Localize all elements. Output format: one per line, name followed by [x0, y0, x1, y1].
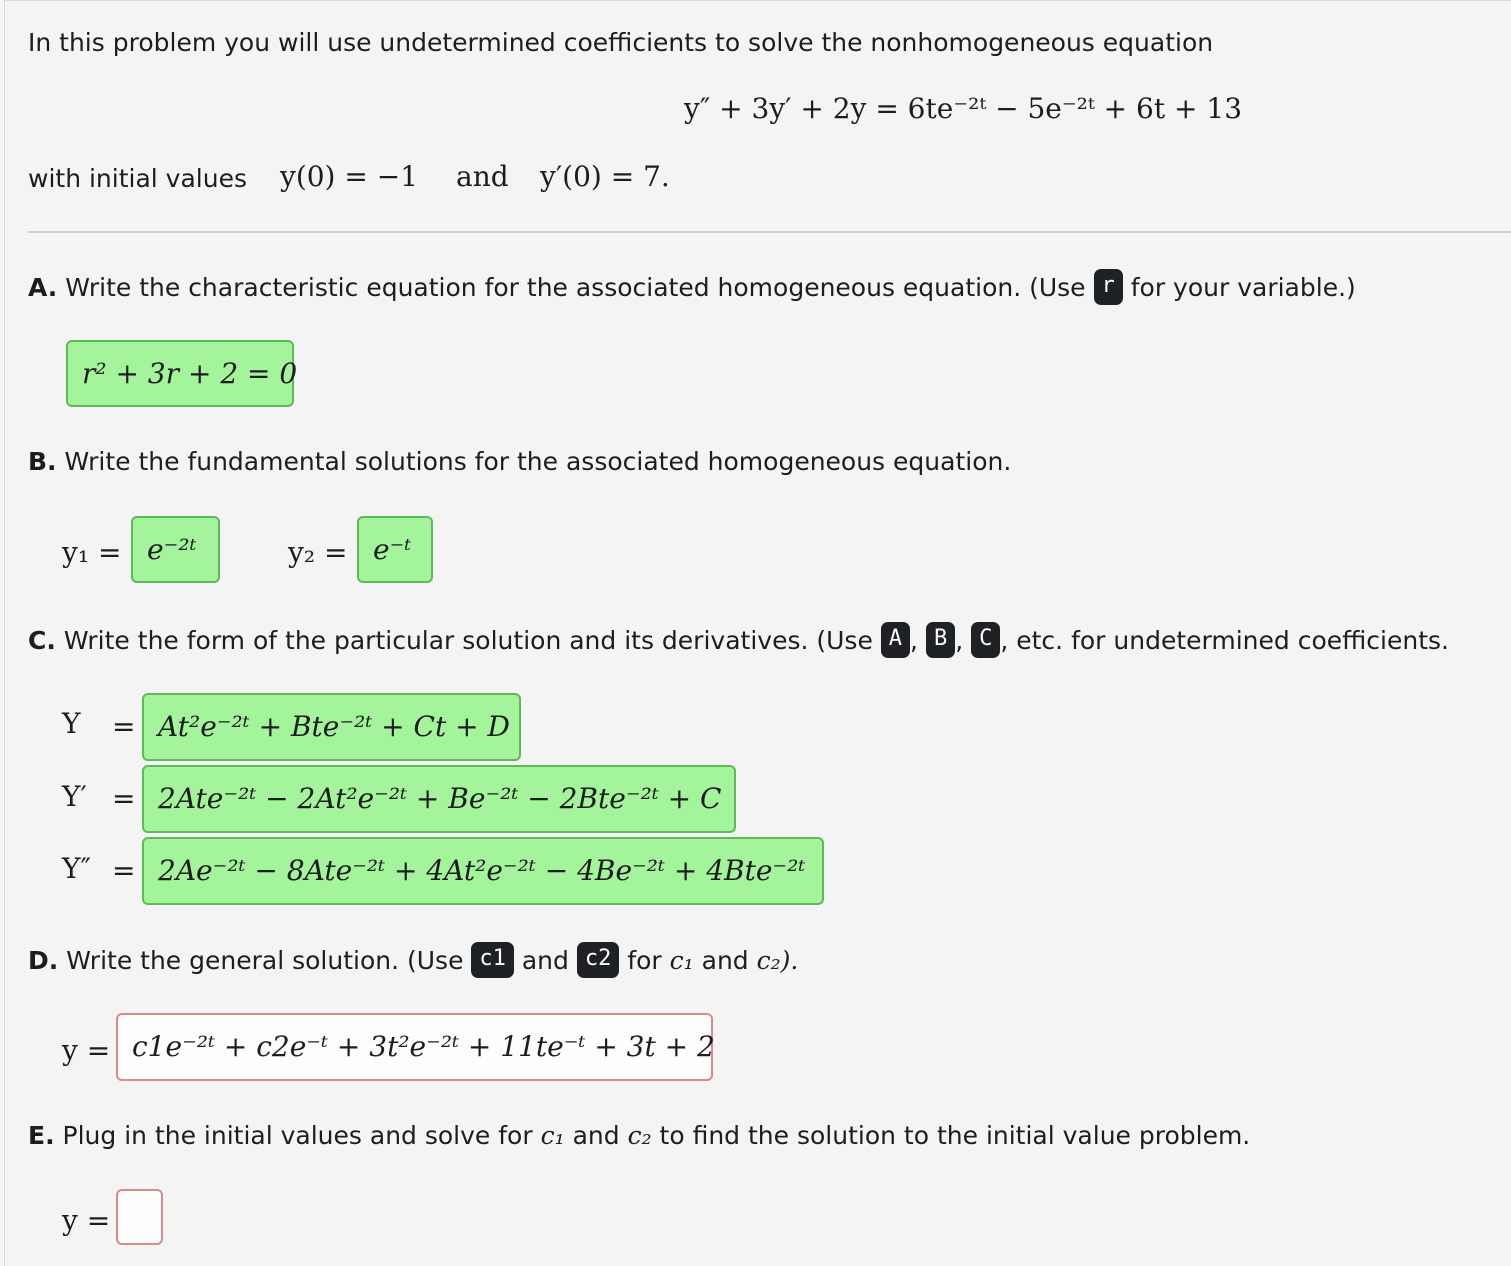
- ivp-y-label: y =: [62, 1204, 111, 1237]
- part-b-letter: B.: [28, 447, 57, 476]
- divider: [28, 231, 1511, 233]
- intro-text: In this problem you will use undetermined coefficients to solve the nonhomogeneous equation: [28, 28, 1214, 57]
- part-d-c1: c₁: [669, 946, 694, 975]
- Ydoubleprime-label: Y″: [62, 852, 91, 885]
- initial-and: and: [456, 160, 509, 193]
- ivp-solution-input[interactable]: [116, 1189, 163, 1245]
- part-d-and: and: [521, 946, 569, 975]
- constant-chip-c1: c1: [471, 942, 514, 978]
- part-b-text: Write the fundamental solutions for the associated homogeneous equation.: [64, 447, 1012, 476]
- part-e-c2: c₂: [627, 1121, 652, 1150]
- coefficient-chip-c: C: [971, 622, 1000, 658]
- y1-input[interactable]: e⁻²ᵗ: [131, 516, 220, 583]
- part-e-text: Plug in the initial values and solve for: [62, 1121, 533, 1150]
- general-solution-input[interactable]: c1e⁻²ᵗ + c2e⁻ᵗ + 3t²e⁻²ᵗ + 11te⁻ᵗ + 3t + 2: [116, 1013, 713, 1081]
- part-a-text-after: for your variable.): [1130, 273, 1356, 302]
- y2-label: y₂ =: [288, 536, 348, 569]
- part-d-text: Write the general solution. (Use: [66, 946, 464, 975]
- part-c-text: Write the form of the particular solution and its derivatives. (Use: [63, 626, 873, 655]
- initial-value-yprime0: y′(0) = 7.: [540, 160, 670, 193]
- constant-chip-c2: c2: [577, 942, 620, 978]
- Yprime-label: Y′: [62, 780, 87, 813]
- y1-label: y₁ =: [62, 536, 122, 569]
- y2-input[interactable]: e⁻ᵗ: [357, 516, 433, 583]
- Y-label: Y: [62, 707, 81, 740]
- particular-solution-input[interactable]: At²e⁻²ᵗ + Bte⁻²ᵗ + Ct + D: [142, 693, 521, 761]
- part-a-text: Write the characteristic equation for the associated homogeneous equation. (Use: [65, 273, 1086, 302]
- Y-equals: =: [112, 710, 136, 743]
- variable-chip-r: r: [1094, 269, 1123, 305]
- part-d-c2: c₂).: [756, 946, 799, 975]
- part-e-and: and: [572, 1121, 620, 1150]
- part-d-for: for: [627, 946, 662, 975]
- part-d-prompt: [28, 944, 798, 980]
- part-d-and2: and: [701, 946, 749, 975]
- general-y-label: y =: [62, 1034, 111, 1067]
- initial-values-label: with initial values: [28, 164, 247, 193]
- particular-first-derivative-input[interactable]: 2Ate⁻²ᵗ − 2At²e⁻²ᵗ + Be⁻²ᵗ − 2Bte⁻²ᵗ + C: [142, 765, 736, 833]
- part-c-text-after: etc. for undetermined coefficients.: [1016, 626, 1449, 655]
- part-a-letter: A.: [28, 273, 58, 302]
- main-equation: y″ + 3y′ + 2y = 6te⁻²ᵗ − 5e⁻²ᵗ + 6t + 13: [684, 92, 1243, 125]
- initial-value-y0: y(0) = −1: [280, 160, 419, 193]
- part-e-text-after: to find the solution to the initial value problem.: [659, 1121, 1251, 1150]
- part-e-letter: E.: [28, 1121, 55, 1150]
- coefficient-chip-b: B: [926, 622, 955, 658]
- part-c-letter: C.: [28, 626, 56, 655]
- part-e-c1: c₁: [540, 1121, 565, 1150]
- part-d-letter: D.: [28, 946, 59, 975]
- part-a-prompt: [28, 271, 1356, 307]
- part-e-prompt: [28, 1121, 1250, 1151]
- part-b-prompt: [28, 447, 1011, 477]
- part-c-prompt: C. Write the form of the particular solution and its derivatives. (Use A , B , C , etc. for undetermined coefficients.: [28, 624, 1449, 660]
- Ydoubleprime-equals: =: [112, 854, 136, 887]
- coefficient-chip-a: A: [881, 622, 910, 658]
- particular-second-derivative-input[interactable]: 2Ae⁻²ᵗ − 8Ate⁻²ᵗ + 4At²e⁻²ᵗ − 4Be⁻²ᵗ + 4Bte⁻²ᵗ: [142, 837, 824, 905]
- characteristic-equation-input[interactable]: r² + 3r + 2 = 0: [66, 340, 294, 407]
- Yprime-equals: =: [112, 782, 136, 815]
